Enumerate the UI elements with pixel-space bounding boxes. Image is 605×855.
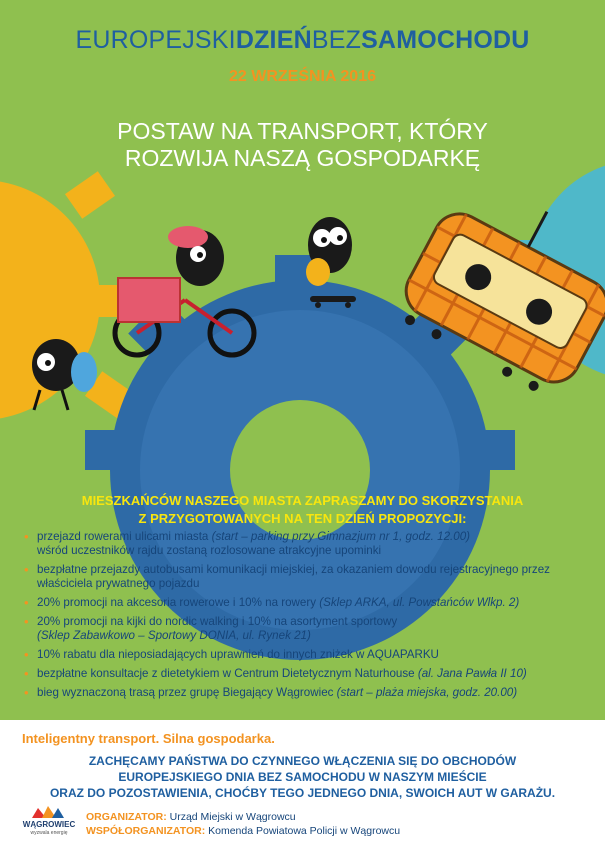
appeal-line-1: ZACHĘCAMY PAŃSTWA DO CZYNNEGO WŁĄCZENIA SIĘ DO OBCHODÓW (88, 754, 517, 768)
invite-heading (20, 492, 585, 528)
appeal-line-2: EUROPEJSKIEGO DNIA BEZ SAMOCHODU W NASZYM MIEŚCIE (118, 770, 487, 784)
slogan-line-1: POSTAW NA TRANSPORT, KTÓRY (117, 118, 488, 144)
appeal-text (0, 753, 605, 801)
invite-line-1: MIESZKAŃCÓW NASZEGO MIASTA ZAPRASZAMY DO SKORZYSTANIA (81, 493, 524, 508)
slogan (0, 118, 605, 172)
organizer (86, 811, 296, 823)
list-item: • bezpłatne przejazdy autobusami komunikacji miejskiej, za okazaniem dowodu rejestracyjnego przez właściciela prywatnego pojazdu (24, 563, 589, 591)
list-item: • bezpłatne konsultacje z dietetykiem w Centrum Dietetycznym Naturhouse (al. Jana Pawła II 10) (24, 667, 589, 681)
co-organizer (86, 825, 400, 837)
list-item: • bieg wyznaczoną trasą przez grupę Biegający Wągrowiec (start – plaża miejska, godz. 20.00) (24, 686, 589, 700)
organizer-value: Urząd Miejski w Wągrowcu (169, 811, 296, 823)
logo-name: WĄGROWIEC (22, 820, 76, 829)
logo-subtitle: wyzwala energię (30, 830, 68, 836)
list-item: • 20% promocji na akcesoria rowerowe i 10% na rowery (Sklep ARKA, ul. Powstańców Wlkp. 2) (24, 596, 589, 610)
title-part-2: DZIEŃ (235, 26, 312, 54)
offer-list (24, 530, 589, 705)
title-part-4: SAMOCHODU (361, 26, 530, 54)
organizer-label: ORGANIZATOR: (86, 811, 167, 823)
appeal-line-3: ORAZ DO POZOSTAWIENIA, CHOĆBY TEGO JEDNEGO DNIA, SWOICH AUT W GARAŻU. (49, 786, 556, 800)
title-part-1: EUROPEJSKI (75, 26, 236, 54)
list-item: • przejazd rowerami ulicami miasta (start – parking przy Gimnazjum nr 1, godz. 12.00) wśród uczestników rajdu zostaną rozlosowane atrakcyjne upominki (24, 530, 589, 558)
co-organizer-label: WSPÓŁORGANIZATOR: (86, 825, 206, 837)
title-part-3: BEZ (311, 26, 362, 54)
poster-title (0, 26, 605, 55)
co-organizer-value: Komenda Powiatowa Policji w Wągrowcu (208, 825, 401, 837)
slogan-line-2: ROZWIJA NASZĄ GOSPODARKĘ (124, 145, 481, 171)
list-item: • 10% rabatu dla nieposiadających uprawnień do innych zniżek w AQUAPARKU (24, 648, 589, 662)
invite-line-2: Z PRZYGOTOWANYCH NA TEN DZIEŃ PROPOZYCJI: (138, 511, 467, 526)
tagline: Inteligentny transport. Silna gospodarka. (22, 731, 275, 746)
list-item: • 20% promocji na kijki do nordic walking i 10% na asortyment sportowy (Sklep Zabawkowo – Sportowy DONIA, ul. Rynek 21) (24, 615, 589, 643)
event-date: 22 WRZEŚNIA 2016 (228, 68, 376, 85)
